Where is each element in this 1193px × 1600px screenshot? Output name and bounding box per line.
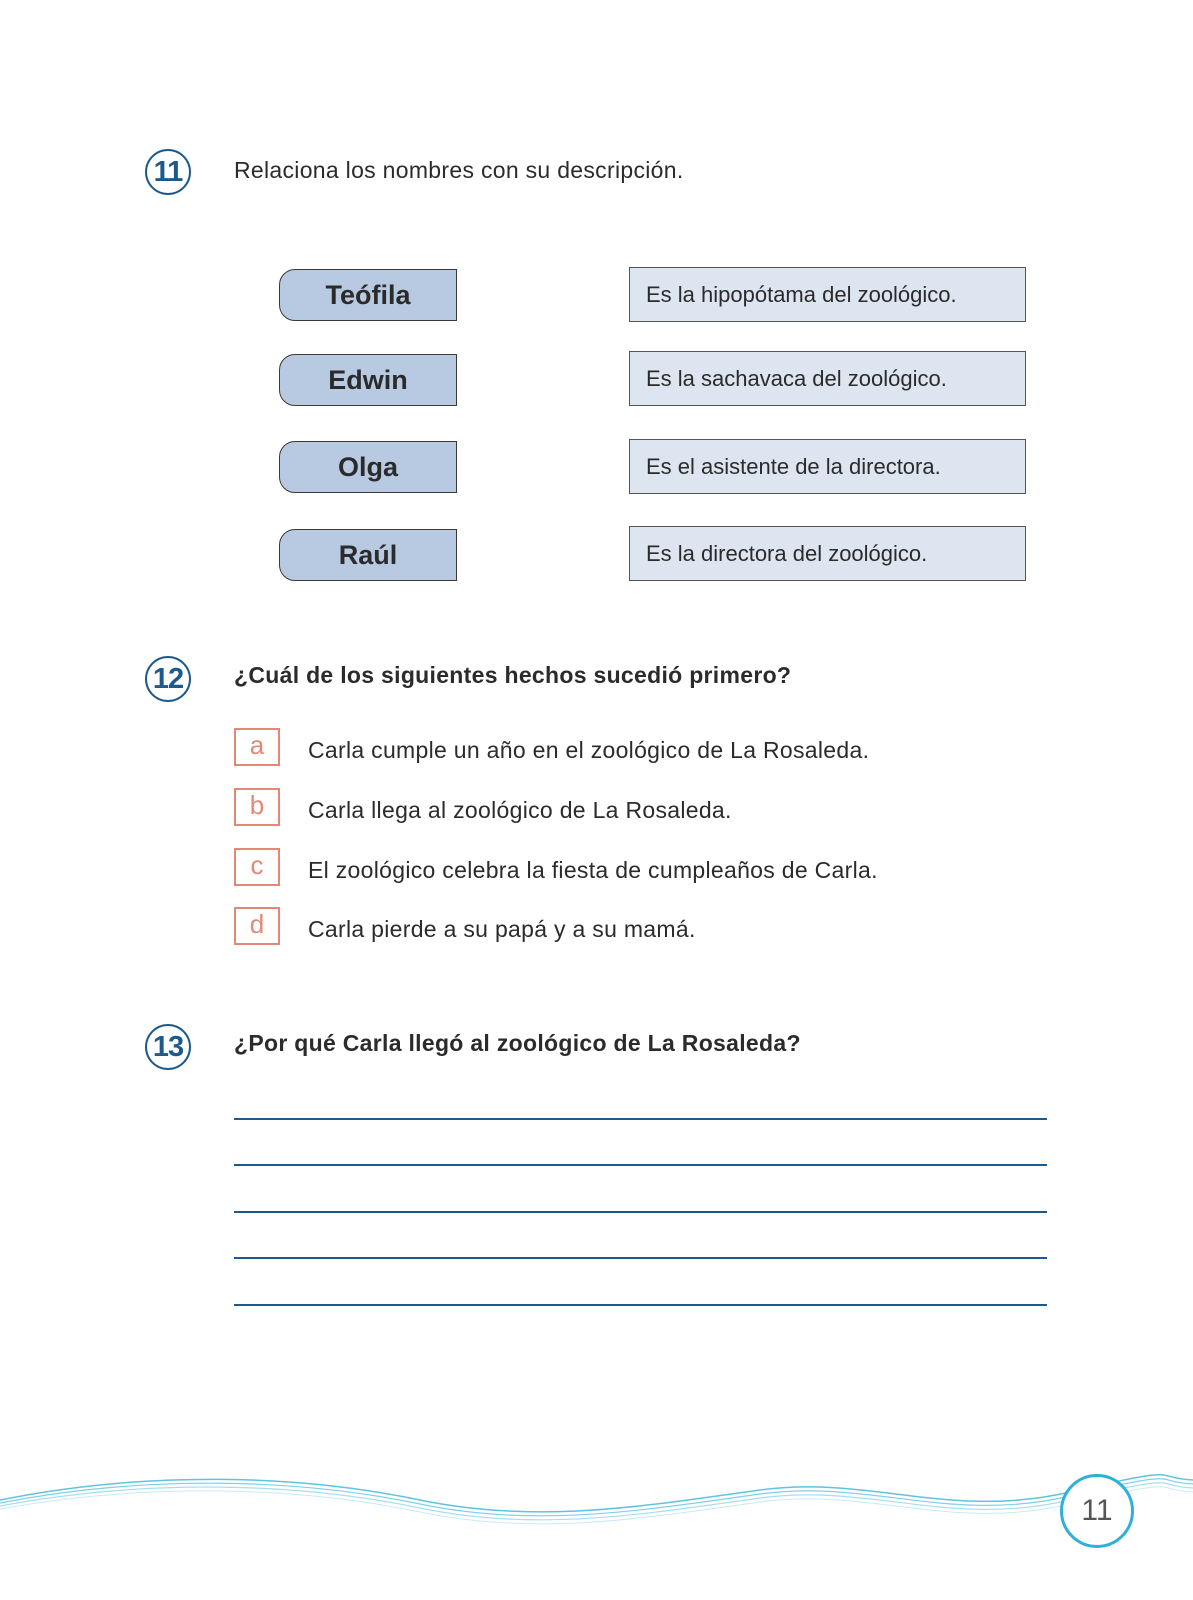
footer-wave-decoration — [0, 1460, 1193, 1560]
answer-line-1[interactable] — [234, 1118, 1047, 1120]
name-box-edwin[interactable]: Edwin — [279, 354, 457, 406]
question-12-text: ¿Cuál de los siguientes hechos sucedió primero? — [234, 662, 792, 688]
description-box-4[interactable]: Es la directora del zoológico. — [629, 526, 1026, 581]
option-d-text: Carla pierde a su papá y a su mamá. — [308, 916, 696, 942]
description-box-1[interactable]: Es la hipopótama del zoológico. — [629, 267, 1026, 322]
description-box-2[interactable]: Es la sachavaca del zoológico. — [629, 351, 1026, 406]
name-box-teofila[interactable]: Teófila — [279, 269, 457, 321]
answer-line-2[interactable] — [234, 1164, 1047, 1166]
question-number-12: 12 — [145, 656, 191, 702]
option-c-text: El zoológico celebra la fiesta de cumpleaños de Carla. — [308, 857, 878, 883]
option-a-text: Carla cumple un año en el zoológico de La Rosaleda. — [308, 737, 870, 763]
question-11-instruction: Relaciona los nombres con su descripción. — [234, 157, 684, 183]
answer-line-5[interactable] — [234, 1304, 1047, 1306]
description-box-3[interactable]: Es el asistente de la directora. — [629, 439, 1026, 494]
option-a-checkbox[interactable]: a — [234, 728, 280, 766]
option-c-checkbox[interactable]: c — [234, 848, 280, 886]
answer-line-4[interactable] — [234, 1257, 1047, 1259]
option-d-checkbox[interactable]: d — [234, 907, 280, 945]
name-box-raul[interactable]: Raúl — [279, 529, 457, 581]
option-b-text: Carla llega al zoológico de La Rosaleda. — [308, 797, 732, 823]
answer-line-3[interactable] — [234, 1211, 1047, 1213]
question-13-text: ¿Por qué Carla llegó al zoológico de La Rosaleda? — [234, 1030, 801, 1056]
page-number-badge: 11 — [1060, 1474, 1134, 1548]
question-number-11: 11 — [145, 149, 191, 195]
option-b-checkbox[interactable]: b — [234, 788, 280, 826]
question-number-13: 13 — [145, 1024, 191, 1070]
name-box-olga[interactable]: Olga — [279, 441, 457, 493]
